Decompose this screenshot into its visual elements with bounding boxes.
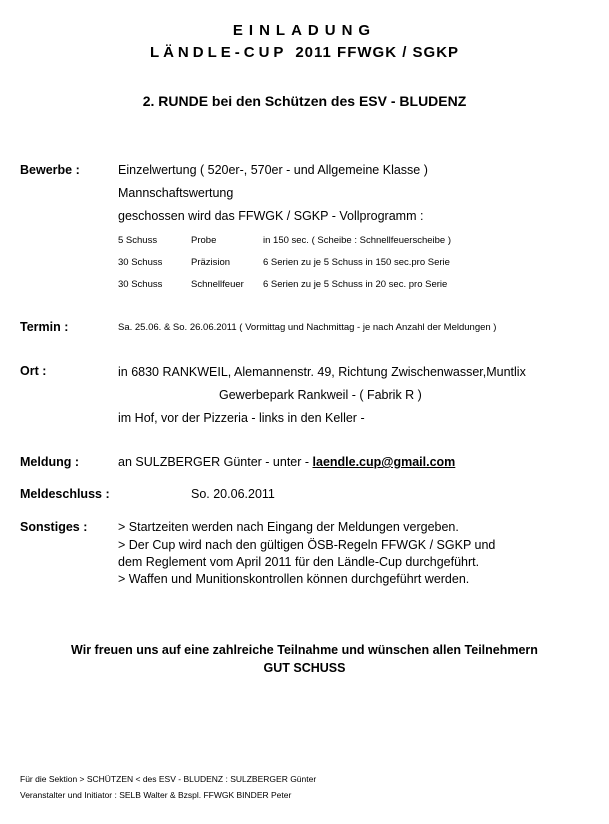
termin-value: Sa. 25.06. & So. 26.06.2011 ( Vormittag und Nachmittag - je nach Anzahl der Meldungen ) [118, 322, 497, 333]
program-row-shots: 30 Schuss [118, 257, 163, 268]
meldeschluss-label: Meldeschluss : [20, 487, 110, 501]
program-row-shots: 5 Schuss [118, 235, 158, 246]
document-subtitle-cup [0, 44, 609, 61]
document-title: EINLADUNG [232, 22, 377, 39]
bewerbe-line-3: geschossen wird das FFWGK / SGKP - Vollprogramm : [118, 209, 424, 223]
program-row-detail: 6 Serien zu je 5 Schuss in 150 sec.pro Serie [263, 257, 450, 268]
program-row-detail: 6 Serien zu je 5 Schuss in 20 sec. pro Serie [263, 279, 448, 290]
program-row-type: Präzision [191, 257, 231, 268]
termin-label: Termin : [20, 320, 69, 334]
ort-line-1: in 6830 RANKWEIL, Alemannenstr. 49, Richtung Zwischenwasser,Muntlix [118, 365, 526, 379]
bewerbe-line-1: Einzelwertung ( 520er-, 570er - und Allgemeine Klasse ) [118, 163, 428, 177]
ort-label: Ort : [20, 364, 47, 378]
footer-line-1: Für die Sektion > SCHÜTZEN < des ESV - BLUDENZ : SULZBERGER Günter [20, 774, 317, 784]
closing-message: Wir freuen uns auf eine zahlreiche Teilnahme und wünschen allen Teilnehmern [71, 643, 538, 657]
meldung-text: an SULZBERGER Günter - unter - [118, 455, 313, 469]
email-link[interactable]: laendle.cup@gmail.com [312, 455, 456, 469]
meldeschluss-value: So. 20.06.2011 [191, 487, 275, 501]
bewerbe-label: Bewerbe : [20, 163, 80, 177]
bewerbe-line-2: Mannschaftswertung [118, 186, 234, 200]
sonstiges-label: Sonstiges : [20, 520, 88, 534]
program-row-type: Schnellfeuer [191, 279, 244, 290]
program-row-detail: in 150 sec. ( Scheibe : Schnellfeuerscheibe ) [263, 235, 451, 246]
round-heading: 2. RUNDE bei den Schützen des ESV - BLUDENZ [142, 93, 467, 109]
meldung-label: Meldung : [20, 455, 80, 469]
sonstiges-line: > Der Cup wird nach den gültigen ÖSB-Regeln FFWGK / SGKP und [118, 538, 496, 552]
sonstiges-line: > Startzeiten werden nach Eingang der Meldungen vergeben. [118, 520, 459, 534]
program-row-shots: 30 Schuss [118, 279, 163, 290]
closing-greeting: GUT SCHUSS [263, 661, 346, 675]
cup-name: LÄNDLE-CUP [149, 44, 288, 61]
footer-line-2: Veranstalter und Initiator : SELB Walter & Bzspl. FFWGK BINDER Peter [20, 790, 292, 800]
sonstiges-line: dem Reglement vom April 2011 für den Ländle-Cup durchgeführt. [118, 555, 480, 569]
meldung-value [118, 455, 455, 469]
ort-line-2: Gewerbepark Rankweil - ( Fabrik R ) [219, 388, 422, 402]
ort-line-3: im Hof, vor der Pizzeria - links in den Keller - [118, 411, 365, 425]
sonstiges-line: > Waffen und Munitionskontrollen können durchgeführt werden. [118, 572, 470, 586]
program-row-type: Probe [191, 235, 217, 246]
cup-year-classes: 2011 FFWGK / SGKP [295, 44, 460, 61]
